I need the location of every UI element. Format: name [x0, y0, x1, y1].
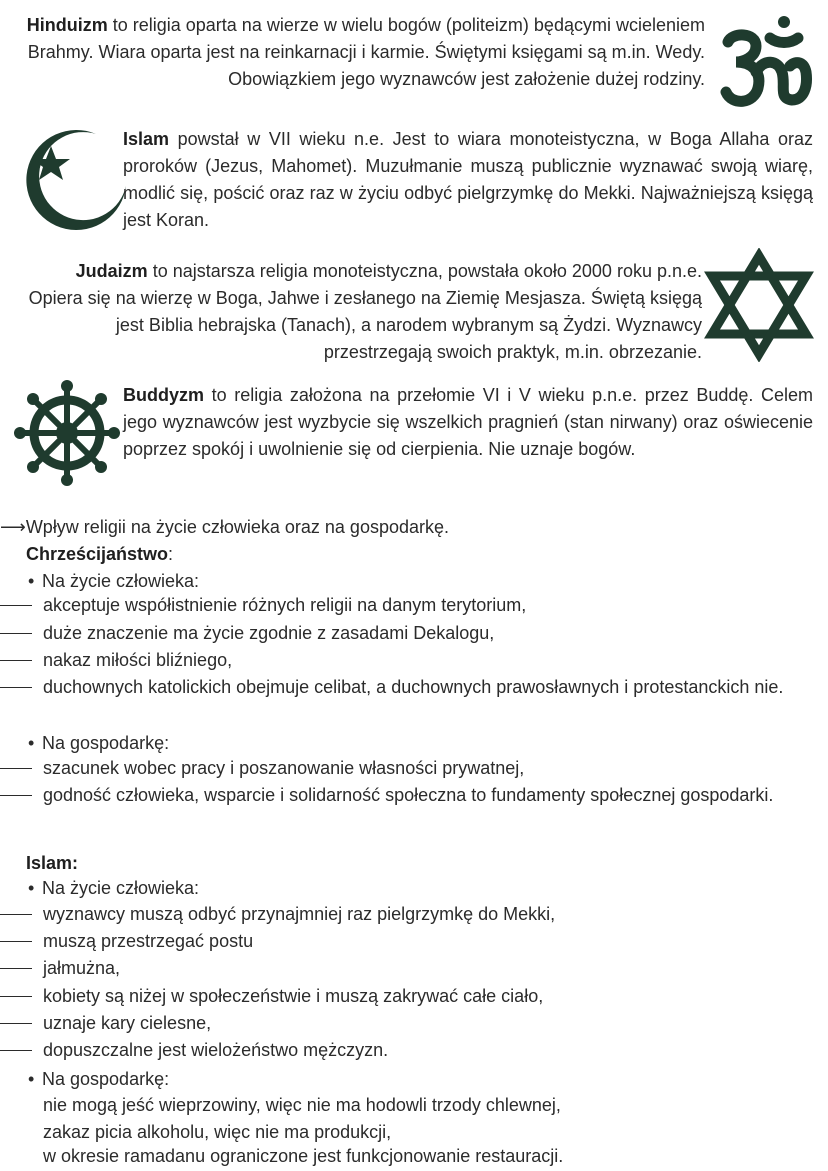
list-item: duże znaczenie ma życie zgodnie z zasadami Dekalogu,: [43, 623, 495, 643]
list-item: szacunek wobec pracy i poszanowanie własności prywatnej,: [43, 758, 525, 778]
list-item: muszą przestrzegać postu: [43, 931, 254, 951]
islam-paragraph: [123, 126, 813, 234]
christianity-economy-label: • Na gospodarkę:: [42, 730, 169, 757]
dash-marker: [0, 996, 32, 997]
dash-marker: [0, 660, 32, 661]
dash-marker: [0, 1050, 32, 1051]
arrow-icon: ⟶: [0, 517, 26, 537]
dash-marker: [0, 687, 32, 688]
list-item: w okresie ramadanu ograniczone jest funkcjonowanie restauracji.: [43, 1146, 564, 1166]
islam-economy-label: • Na gospodarkę:: [42, 1066, 169, 1093]
list-item: godność człowieka, wsparcie i solidarność społeczna to fundamenty społecznej gospodarki.: [43, 785, 774, 805]
list-item: akceptuje współistnienie różnych religii na danym terytorium,: [43, 595, 527, 615]
dash-marker: [0, 1023, 32, 1024]
dash-marker: [0, 605, 32, 606]
dash-marker: [0, 633, 32, 634]
list-item: jałmużna,: [43, 958, 121, 978]
islam-life-label: • Na życie człowieka:: [42, 875, 199, 902]
islam-title: Islam:: [26, 853, 79, 873]
influence-heading-text: Wpływ religii na życie człowieka oraz na gospodarkę.: [25, 517, 449, 537]
dash-marker: [0, 941, 32, 942]
om-icon: [718, 14, 814, 116]
star-of-david-icon: [704, 248, 814, 362]
buddhism-name: Buddyzm: [123, 385, 204, 405]
judaism-text: to najstarsza religia monoteistyczna, powstała około 2000 roku p.n.e. Opiera się na wierzę w Boga, Jahwe i zesłanego na Ziemię Mesjasza. Świętą księgą jest Biblia hebrajska (Tanach), a narodem wybranym są Żydzi. Wyznawcy przestrzegają swoich praktyk, m.in. obrzezanie.: [28, 261, 702, 362]
hinduism-name: Hinduizm: [26, 15, 108, 35]
christianity-life-label: • Na życie człowieka:: [42, 568, 199, 595]
list-item: kobiety są niżej w społeczeństwie i muszą zakrywać całe ciało,: [43, 986, 544, 1006]
hinduism-paragraph: [22, 12, 705, 93]
buddhism-paragraph: [123, 382, 813, 463]
list-item: nakaz miłości bliźniego,: [43, 650, 233, 670]
hinduism-text: to religia oparta na wierze w wielu bogów (politeizm) będącymi wcieleniem Brahmy. Wiara oparta jest na reinkarnacji i karmie. Świętymi księgami są m.in. Wedy. Obowiązkiem jego wyznawców jest założenie dużej rodziny.: [27, 15, 705, 89]
dash-marker: [0, 968, 32, 969]
list-item: uznaje kary cielesne,: [43, 1013, 212, 1033]
dash-marker: [0, 795, 32, 796]
crescent-star-icon: [16, 128, 126, 238]
list-item: zakaz picia alkoholu, więc nie ma produkcji,: [43, 1122, 392, 1142]
influence-heading: [0, 514, 449, 541]
judaism-paragraph: [22, 258, 702, 366]
judaism-name: Judaizm: [75, 261, 148, 281]
list-item: nie mogą jeść wieprzowiny, więc nie ma hodowli trzody chlewnej,: [43, 1095, 561, 1115]
dash-marker: [0, 768, 32, 769]
islam-text: powstał w VII wieku n.e. Jest to wiara monoteistyczna, w Boga Allaha oraz proroków (Jezus, Mahomet). Muzułmanie muszą publicznie wyznawać swoją wiarę, modlić się, pościć oraz raz w życiu odbyć pielgrzymkę do Mekki. Najważniejszą księgą jest Koran.: [123, 129, 813, 230]
dharma-wheel-icon: [14, 380, 120, 486]
christianity-title: Chrześcijaństwo:: [26, 544, 174, 564]
dash-marker: [0, 914, 32, 915]
islam-name: Islam: [123, 129, 170, 149]
list-item: duchownych katolickich obejmuje celibat, a duchownych prawosławnych i protestanckich nie.: [43, 677, 784, 697]
list-item: dopuszczalne jest wielożeństwo mężczyzn.: [43, 1040, 389, 1060]
buddhism-text: to religia założona na przełomie VI i V wieku p.n.e. przez Buddę. Celem jego wyznawców jest wyzbycie się wszelkich pragnień (stan nirwany) oraz oświecenie poprzez spokój i uwolnienie się od cierpienia. Nie uznaje bogów.: [123, 385, 813, 459]
list-item: wyznawcy muszą odbyć przynajmniej raz pielgrzymkę do Mekki,: [43, 904, 556, 924]
